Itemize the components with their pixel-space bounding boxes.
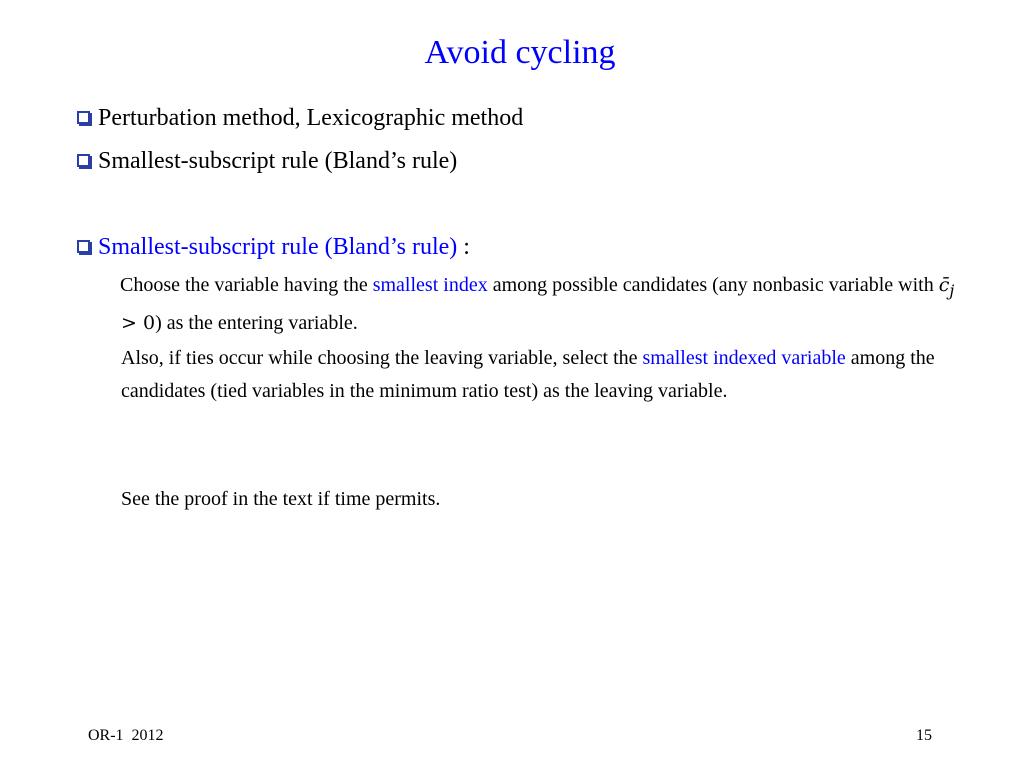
paragraph-proof-note: See the proof in the text if time permits. bbox=[121, 488, 441, 510]
math-subscript: j bbox=[949, 280, 955, 300]
bullet-item bbox=[77, 104, 523, 132]
para-text: among possible candidates (any nonbasic variable with bbox=[487, 274, 939, 296]
page-number: 15 bbox=[916, 727, 932, 744]
bullet-text: Perturbation method, Lexicographic method bbox=[98, 105, 524, 131]
bullet-item bbox=[77, 233, 470, 261]
bullet-text: Smallest-subscript rule (Bland’s rule) bbox=[98, 148, 458, 174]
para-highlight: smallest index bbox=[372, 274, 488, 296]
bullet-item bbox=[77, 147, 457, 175]
footer-course: OR-1 2012 bbox=[88, 727, 164, 744]
checkbox-bullet-icon bbox=[77, 154, 90, 167]
checkbox-bullet-icon bbox=[77, 240, 90, 253]
bullet-text-highlight: Smallest-subscript rule (Bland’s rule) bbox=[98, 234, 458, 260]
para-highlight: smallest indexed variable bbox=[642, 347, 846, 369]
para-text: among the candidates (tied variables in the minimum ratio test) as the leaving variable. bbox=[121, 347, 935, 402]
math-relation: > 0 bbox=[121, 311, 156, 334]
bullet-suffix: : bbox=[457, 234, 470, 260]
math-variable: c̄ bbox=[938, 274, 950, 296]
para-text: ) as the entering variable. bbox=[155, 311, 358, 334]
para-text: Choose the variable having the bbox=[120, 274, 373, 296]
paragraph-entering-rule bbox=[121, 269, 976, 340]
paragraph-leaving-rule bbox=[121, 342, 976, 408]
slide-title: Avoid cycling bbox=[424, 34, 616, 71]
para-text: Also, if ties occur while choosing the leaving variable, select the bbox=[121, 347, 643, 369]
checkbox-bullet-icon bbox=[77, 111, 90, 124]
